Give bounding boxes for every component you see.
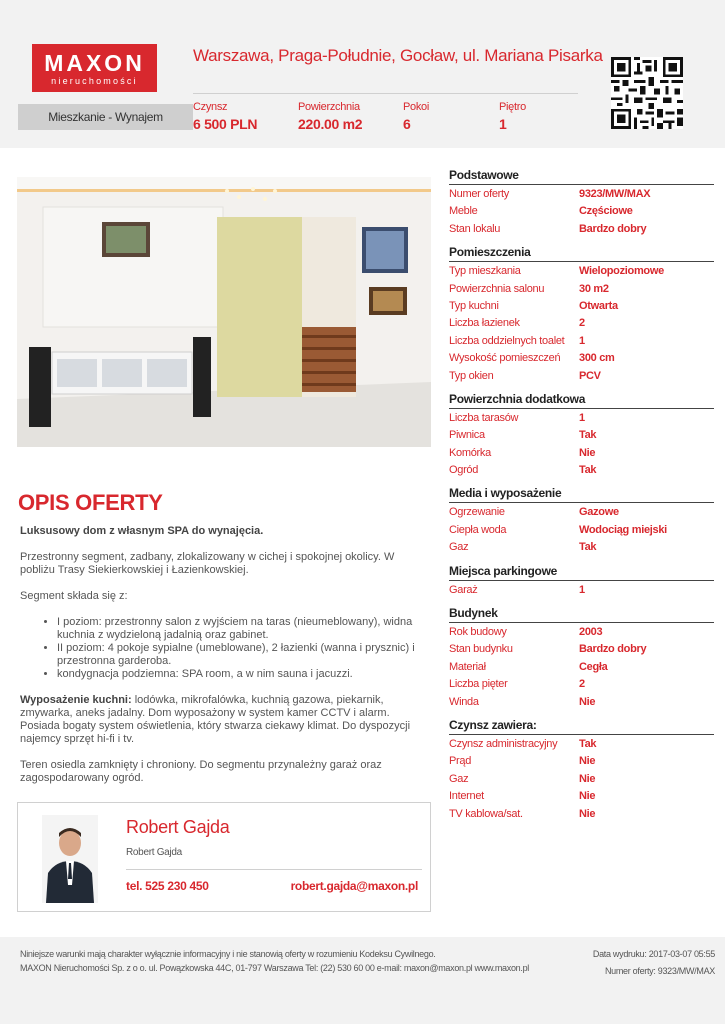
stat-floor	[499, 101, 526, 132]
property-photo[interactable]	[17, 177, 431, 447]
stat-value: 6	[403, 116, 411, 132]
detail-value: Wodociąg miejski	[579, 523, 667, 536]
detail-key: Gaz	[449, 541, 469, 554]
description-body	[20, 525, 415, 798]
detail-key: Liczba łazienek	[449, 317, 520, 330]
details-section	[449, 606, 714, 711]
agent-phone-link[interactable]: tel. 525 230 450	[126, 879, 209, 893]
agent-card	[17, 802, 431, 912]
detail-value: 1	[579, 583, 585, 596]
list-item: • I poziom: przestronny salon z wyjściem na taras (nieumeblowany), widna kuchnia z wydzieloną jadalnią oraz gabinet.	[57, 616, 415, 642]
property-type-badge: Mieszkanie - Wynajem	[18, 104, 193, 130]
description-paragraph: Teren osiedla zamknięty i chroniony. Do segmentu przynależny garaż oraz zagospodarowany ogród.	[20, 759, 382, 784]
header	[0, 0, 725, 148]
title-divider	[193, 93, 578, 94]
detail-key: Garaż	[449, 583, 478, 596]
detail-row	[449, 504, 714, 521]
detail-key: Typ kuchni	[449, 299, 499, 312]
detail-key: Stan budynku	[449, 643, 513, 656]
stat-value: 6 500 PLN	[193, 116, 258, 132]
details-section	[449, 168, 714, 238]
detail-key: Liczba tarasów	[449, 411, 519, 424]
logo-main-text: MAXON	[44, 50, 145, 76]
detail-value: Bardzo dobry	[579, 222, 647, 235]
list-item: • kondygnacja podziemna: SPA room, a w nim sauna i jacuzzi.	[57, 668, 415, 681]
kitchen-label: Wyposażenie kuchni:	[20, 694, 132, 706]
detail-value: Bardzo dobry	[579, 643, 647, 656]
detail-row	[449, 315, 714, 332]
detail-row	[449, 427, 714, 444]
detail-row	[449, 659, 714, 676]
detail-value: Nie	[579, 772, 596, 785]
detail-key: TV kablowa/sat.	[449, 807, 523, 820]
detail-row	[449, 806, 714, 823]
detail-value: Tak	[579, 429, 597, 442]
detail-key: Typ mieszkania	[449, 265, 521, 278]
footer-print-date: Data wydruku: 2017-03-07 05:55	[592, 949, 715, 959]
agent-avatar	[42, 815, 98, 903]
detail-key: Numer oferty	[449, 188, 509, 200]
detail-key: Materiał	[449, 660, 486, 673]
footer-disclaimer: Niniejsze warunki mają charakter wyłącznie informacyjny i nie stanowią oferty w rozumieniu Kodeksu Cywilnego.	[20, 949, 436, 959]
detail-row	[449, 641, 714, 658]
detail-row	[449, 410, 714, 427]
detail-row	[449, 281, 714, 298]
details-section	[449, 245, 714, 385]
detail-value: 2	[579, 678, 585, 691]
detail-row	[449, 736, 714, 753]
detail-key: Rok budowy	[449, 626, 507, 639]
details-section	[449, 486, 714, 556]
agent-name: Robert Gajda	[126, 817, 230, 837]
section-heading: Podstawowe	[449, 168, 714, 185]
detail-row	[449, 676, 714, 693]
detail-row	[449, 539, 714, 556]
detail-value: Otwarta	[579, 299, 618, 312]
details-section	[449, 392, 714, 480]
details-section	[449, 564, 714, 599]
detail-value: 2	[579, 317, 585, 330]
stat-rent	[193, 101, 257, 132]
stat-rooms	[403, 101, 429, 132]
section-heading: Media i wyposażenie	[449, 486, 714, 503]
description-paragraph: Segment składa się z:	[20, 590, 128, 602]
detail-value: 2003	[579, 626, 603, 639]
stat-label: Czynsz	[193, 101, 228, 113]
agent-subtitle: Robert Gajda	[126, 847, 182, 858]
stat-value: 220.00 m2	[298, 116, 363, 132]
detail-key: Prąd	[449, 755, 472, 768]
agent-email-link[interactable]: robert.gajda@maxon.pl	[290, 879, 418, 893]
agent-divider	[126, 869, 422, 870]
description-list	[20, 616, 415, 681]
detail-value: Nie	[579, 807, 596, 820]
detail-key: Ogród	[449, 464, 479, 477]
details-panel	[449, 168, 714, 830]
detail-value: Tak	[579, 464, 597, 477]
detail-key: Wysokość pomieszczeń	[449, 352, 561, 365]
detail-row	[449, 203, 714, 220]
stat-label: Pokoi	[403, 101, 430, 113]
detail-value: Nie	[579, 755, 596, 768]
detail-row	[449, 624, 714, 641]
detail-row	[449, 753, 714, 770]
detail-row	[449, 298, 714, 315]
detail-value: Tak	[579, 737, 597, 750]
details-section	[449, 718, 714, 823]
section-heading: Miejsca parkingowe	[449, 564, 714, 581]
detail-row	[449, 186, 714, 203]
detail-row	[449, 263, 714, 280]
detail-row	[449, 788, 714, 805]
detail-key: Typ okien	[449, 369, 494, 382]
logo-sub-text: nieruchomości	[51, 76, 138, 86]
detail-value: 1	[579, 334, 585, 347]
footer	[0, 937, 725, 1024]
detail-row	[449, 368, 714, 385]
description-lead: Luksusowy dom z własnym SPA do wynajęcia.	[20, 525, 264, 537]
detail-value: 300 cm	[579, 352, 615, 365]
detail-value: Cegła	[579, 660, 608, 673]
kitchen-text: lodówka, mikrofalówka, kuchnią gazowa, piekarnik, zmywarka, aneks jadalny. Dom wyposażony w system kamer CCTV i alarm. Posiada bogaty system oświetlenia, który stwarza ciekawy klimat. Do dyspozycji najemcy sprzęt hi-fi i tv.	[20, 694, 411, 745]
stat-label: Piętro	[499, 101, 526, 113]
detail-row	[449, 522, 714, 539]
detail-row	[449, 462, 714, 479]
maxon-logo[interactable]	[32, 44, 157, 92]
list-item: • II poziom: 4 pokoje sypialne (umeblowane), 2 łazienki (wanna i prysznic) i przestronna garderoba.	[57, 642, 415, 668]
page-title: Warszawa, Praga-Południe, Gocław, ul. Mariana Pisarka	[193, 46, 603, 65]
detail-key: Gaz	[449, 772, 469, 785]
stat-value: 1	[499, 116, 507, 132]
footer-offer-id: Numer oferty: 9323/MW/MAX	[604, 966, 715, 976]
detail-key: Komórka	[449, 446, 491, 459]
description-paragraph: Przestronny segment, zadbany, zlokalizowany w cichej i spokojnej okolicy. W pobliżu Trasy Siekierkowskiej i Łazienkowskiej.	[20, 551, 395, 576]
detail-key: Meble	[449, 205, 478, 218]
detail-row	[449, 771, 714, 788]
detail-row	[449, 582, 714, 599]
section-heading: Powierzchnia dodatkowa	[449, 392, 714, 409]
detail-value: 30 m2	[579, 282, 609, 295]
detail-value: Wielopoziomowe	[579, 265, 664, 278]
section-heading: Budynek	[449, 606, 714, 623]
detail-value: Nie	[579, 790, 596, 803]
detail-value: 9323/MW/MAX	[579, 188, 651, 200]
detail-key: Stan lokalu	[449, 222, 501, 235]
detail-value: Tak	[579, 541, 597, 554]
detail-value: PCV	[579, 369, 601, 382]
section-heading: Czynsz zawiera:	[449, 718, 714, 735]
detail-key: Liczba pięter	[449, 678, 508, 691]
detail-row	[449, 445, 714, 462]
detail-row	[449, 333, 714, 350]
detail-value: Nie	[579, 695, 596, 708]
detail-value: Częściowe	[579, 205, 633, 218]
detail-key: Internet	[449, 790, 484, 803]
detail-key: Czynsz administracyjny	[449, 737, 558, 750]
kitchen-paragraph	[20, 694, 415, 746]
detail-value: Nie	[579, 446, 596, 459]
detail-key: Ciepła woda	[449, 523, 507, 536]
detail-key: Winda	[449, 695, 479, 708]
section-heading: Pomieszczenia	[449, 245, 714, 262]
detail-value: Gazowe	[579, 506, 619, 519]
detail-key: Ogrzewanie	[449, 506, 505, 519]
stat-area	[298, 101, 362, 132]
detail-key: Liczba oddzielnych toalet	[449, 334, 565, 347]
stat-label: Powierzchnia	[298, 101, 360, 113]
detail-row	[449, 694, 714, 711]
detail-row	[449, 350, 714, 367]
qr-code-icon	[611, 57, 683, 129]
description-title: OPIS OFERTY	[18, 490, 163, 515]
detail-key: Piwnica	[449, 429, 485, 442]
detail-row	[449, 221, 714, 238]
detail-value: 1	[579, 411, 585, 424]
detail-key: Powierzchnia salonu	[449, 282, 545, 295]
footer-company-info: MAXON Nieruchomości Sp. z o o. ul. Powązkowska 44C, 01-797 Warszawa Tel: (22) 530 60 00 e-mail: maxon@maxon.pl www.maxon.pl	[20, 963, 529, 973]
